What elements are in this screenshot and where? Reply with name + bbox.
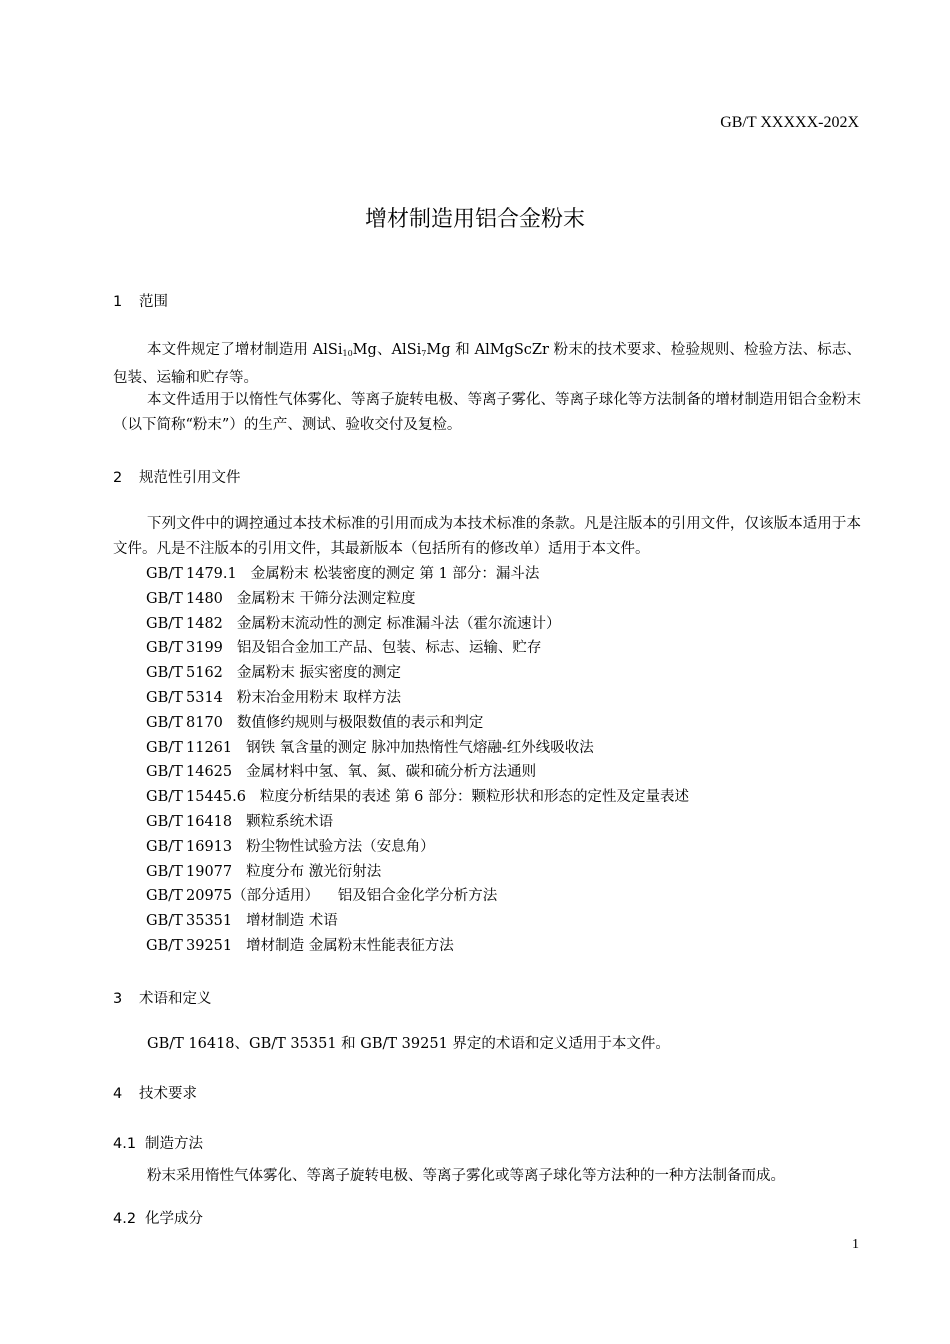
- reference-item: [146, 661, 689, 686]
- reference-title: 增材制造 金属粉末性能表征方法: [246, 937, 454, 954]
- section-number: 1: [113, 294, 123, 310]
- reference-item: [146, 562, 689, 587]
- reference-number: 20975（部分适用）: [186, 888, 320, 905]
- reference-item: [146, 860, 689, 885]
- reference-prefix: GB/T: [146, 789, 183, 806]
- reference-item: [146, 785, 689, 810]
- reference-prefix: GB/T: [146, 838, 183, 855]
- section-4-1-heading: [113, 1132, 203, 1153]
- reference-number: 5314: [186, 689, 223, 706]
- reference-prefix: GB/T: [146, 615, 183, 632]
- reference-number: 15445.6: [186, 789, 246, 806]
- reference-item: [146, 686, 689, 711]
- reference-prefix: GB/T: [146, 863, 183, 880]
- reference-number: 19077: [186, 863, 233, 880]
- reference-number: 8170: [186, 714, 223, 731]
- reference-title: 增材制造 术语: [246, 913, 338, 930]
- reference-number: 1482: [186, 615, 223, 632]
- normative-intro: 下列文件中的调控通过本技术标准的引用而成为本技术标准的条款。凡是注版本的引用文件，仅该版本适用于本文件。凡是不注版本的引用文件，其最新版本（包括所有的修改单）适用于本文件。: [113, 516, 861, 557]
- reference-item: [146, 760, 689, 785]
- reference-title: 粉末冶金用粉末 取样方法: [236, 689, 402, 706]
- page-number: 1: [852, 1237, 859, 1252]
- reference-number: 14625: [186, 764, 233, 781]
- reference-prefix: GB/T: [146, 913, 183, 930]
- reference-title: 数值修约规则与极限数值的表示和判定: [236, 714, 484, 731]
- reference-prefix: GB/T: [146, 689, 183, 706]
- section-title: 制造方法: [145, 1136, 203, 1152]
- section-number: 4: [113, 1086, 123, 1102]
- reference-item: [146, 711, 689, 736]
- reference-prefix: GB/T: [146, 640, 183, 657]
- reference-item: [146, 884, 689, 909]
- reference-prefix: GB/T: [146, 665, 183, 682]
- reference-prefix: GB/T: [146, 714, 183, 731]
- reference-prefix: GB/T: [146, 739, 183, 756]
- scope-paragraph-2: 本文件适用于以惰性气体雾化、等离子旋转电极、等离子雾化、等离子球化等方法制备的增材制造用铝合金粉末（以下简称“粉末”）的生产、测试、验收交付及复检。: [113, 392, 861, 433]
- reference-title: 金属粉末流动性的测定 标准漏斗法（霍尔流速计）: [236, 615, 561, 632]
- reference-item: [146, 612, 689, 637]
- reference-title: 粒度分布 激光衍射法: [246, 863, 382, 880]
- reference-title: 铝及铝合金加工产品、包装、标志、运输、贮存: [236, 640, 542, 657]
- reference-item: [146, 736, 689, 761]
- reference-item: [146, 934, 689, 959]
- reference-number: 1480: [186, 590, 223, 607]
- reference-title: 金属粉末 松装密度的测定 第 1 部分：漏斗法: [250, 566, 540, 582]
- reference-number: 39251: [186, 937, 233, 954]
- section-number: 2: [113, 470, 123, 486]
- reference-item: [146, 835, 689, 860]
- section-title: 范围: [139, 294, 168, 310]
- section-title: 规范性引用文件: [139, 470, 241, 486]
- section-number: 4.2: [113, 1211, 137, 1227]
- reference-title: 粒度分析结果的表述 第 6 部分：颗粒形状和形态的定性及定量表述: [259, 789, 690, 806]
- reference-number: 3199: [186, 640, 223, 657]
- reference-number: 1479.1: [186, 566, 237, 582]
- reference-number: 16418: [186, 813, 233, 830]
- reference-prefix: GB/T: [146, 590, 183, 607]
- section-3-heading: [113, 987, 212, 1008]
- reference-item: [146, 810, 689, 835]
- section-title: 术语和定义: [139, 991, 212, 1007]
- reference-title: 金属粉末 振实密度的测定: [236, 665, 402, 682]
- terms-paragraph: GB/T 16418、GB/T 35351 和 GB/T 39251 界定的术语和定义适用于本文件。: [147, 1036, 670, 1052]
- reference-title: 铝及铝合金化学分析方法: [333, 888, 498, 905]
- reference-item: [146, 636, 689, 661]
- manufacturing-paragraph: 粉末采用惰性气体雾化、等离子旋转电极、等离子雾化或等离子球化等方法种的一种方法制备而成。: [147, 1168, 785, 1184]
- reference-prefix: GB/T: [146, 566, 183, 582]
- section-title: 化学成分: [145, 1211, 203, 1227]
- section-title: 技术要求: [139, 1086, 197, 1102]
- reference-title: 颗粒系统术语: [246, 813, 334, 830]
- reference-prefix: GB/T: [146, 764, 183, 781]
- reference-item: [146, 909, 689, 934]
- document-title: 增材制造用铝合金粉末: [364, 207, 585, 232]
- reference-title: 钢铁 氧含量的测定 脉冲加热惰性气熔融-红外线吸收法: [246, 739, 594, 756]
- section-1-heading: [113, 290, 168, 311]
- section-2-heading: [113, 466, 241, 487]
- reference-number: 16913: [186, 838, 233, 855]
- reference-title: 金属粉末 干筛分法测定粒度: [236, 590, 416, 607]
- section-4-heading: [113, 1082, 197, 1103]
- section-number: 4.1: [113, 1136, 137, 1152]
- reference-title: 粉尘物性试验方法（安息角）: [246, 838, 435, 855]
- reference-item: [146, 587, 689, 612]
- section-number: 3: [113, 991, 123, 1007]
- scope-paragraph-1: 本文件规定了增材制造用 AlSi$_{10}$Mg、AlSi$_7$Mg 和 AlMgScZr 粉末的技术要求、检验规则、检验方法、标志、包装、运输和贮存等。: [113, 342, 861, 386]
- reference-prefix: GB/T: [146, 813, 183, 830]
- reference-number: 5162: [186, 665, 223, 682]
- reference-number: 11261: [186, 739, 233, 756]
- reference-list: [146, 562, 689, 959]
- document-code: GB/T XXXXX-202X: [720, 114, 859, 131]
- section-4-2-heading: [113, 1207, 203, 1228]
- reference-title: 金属材料中氢、氧、氮、碳和硫分析方法通则: [246, 764, 537, 781]
- reference-prefix: GB/T: [146, 888, 183, 905]
- reference-prefix: GB/T: [146, 937, 183, 954]
- reference-number: 35351: [186, 913, 233, 930]
